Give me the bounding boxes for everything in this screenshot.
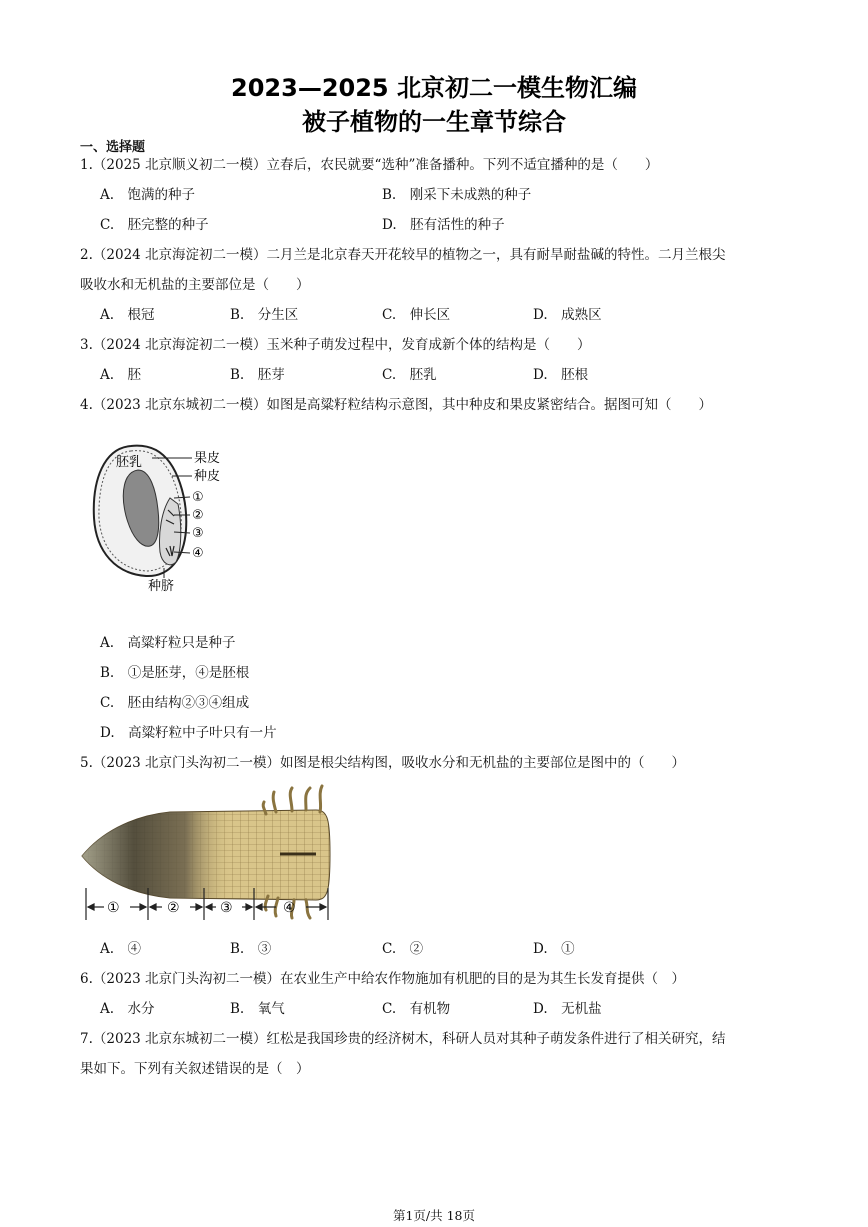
question-5-option-b: B. ③ xyxy=(230,941,272,957)
sorghum-grain-figure xyxy=(86,440,236,595)
zone-label-1: ① xyxy=(107,900,120,916)
zone-label-4: ④ xyxy=(283,900,296,916)
label-2: ② xyxy=(192,508,204,523)
page-footer: 第1页/共 18页 xyxy=(392,1208,476,1223)
question-1-option-b: B. 刚采下未成熟的种子 xyxy=(382,187,532,203)
question-text: （2023 北京东城初二一模）红松是我国珍贵的经济树木，科研人员对其种子萌发条件进行了相关研究，结 xyxy=(92,1031,726,1047)
question-3-option-d: D. 胚根 xyxy=(533,367,589,383)
question-5-option-c: C. ② xyxy=(382,941,424,957)
section-heading: 一、选择题 xyxy=(80,140,146,155)
question-3-option-a: A. 胚 xyxy=(100,367,142,383)
question-5-option-a: A. ④ xyxy=(100,941,142,957)
question-2-option-a: A. 根冠 xyxy=(100,307,155,323)
zone-label-3: ③ xyxy=(220,900,233,916)
zone-label-2: ② xyxy=(167,900,180,916)
question-4-option-a: A. 高粱籽粒只是种子 xyxy=(100,635,236,651)
question-4-stem xyxy=(80,396,712,414)
question-text: （2024 北京海淀初二一模）玉米种子萌发过程中，发育成新个体的结构是（ ） xyxy=(92,337,591,353)
label-endosperm: 胚乳 xyxy=(116,455,143,470)
question-number: 4. xyxy=(80,397,93,413)
question-number: 1. xyxy=(80,157,93,173)
root-tip-figure xyxy=(80,784,332,922)
question-5-stem xyxy=(80,754,685,772)
question-2-option-c: C. 伸长区 xyxy=(382,307,451,323)
question-4-option-d: D. 高粱籽粒中子叶只有一片 xyxy=(100,725,277,741)
label-3: ③ xyxy=(192,526,204,541)
question-text: （2023 北京门头沟初二一模）在农业生产中给农作物施加有机肥的目的是为其生长发育提供（ ） xyxy=(92,971,686,987)
label-hilum: 种脐 xyxy=(148,579,175,594)
question-text: （2024 北京海淀初二一模）二月兰是北京春天开花较早的植物之一，具有耐旱耐盐碱的特性。二月兰根尖 xyxy=(92,247,726,263)
question-5-option-d: D. ① xyxy=(533,941,575,957)
question-number: 5. xyxy=(80,755,93,771)
question-6-option-c: C. 有机物 xyxy=(382,1001,451,1017)
document-title: 2023—2025 北京初二一模生物汇编 xyxy=(231,74,637,102)
question-1-stem xyxy=(80,156,658,174)
question-4-option-c: C. 胚由结构②③④组成 xyxy=(100,695,250,711)
question-number: 7. xyxy=(80,1031,93,1047)
question-text: （2023 北京东城初二一模）如图是高粱籽粒结构示意图，其中种皮和果皮紧密结合。据图可知（ ） xyxy=(92,397,713,413)
question-number: 6. xyxy=(80,971,93,987)
root-cap-meristem xyxy=(82,812,230,898)
question-text: （2023 北京门头沟初二一模）如图是根尖结构图，吸收水分和无机盐的主要部位是图中的（ ） xyxy=(92,755,686,771)
question-2-stem-line2: 吸收水和无机盐的主要部位是（ ） xyxy=(80,277,310,293)
question-2-stem-line1 xyxy=(80,246,726,264)
question-text: （2025 北京顺义初二一模）立春后，农民就要“选种”准备播种。下列不适宜播种的是（ ） xyxy=(92,157,659,173)
question-7-stem-line2: 果如下。下列有关叙述错误的是（ ） xyxy=(80,1061,310,1077)
question-6-option-b: B. 氧气 xyxy=(230,1001,285,1017)
question-1-option-d: D. 胚有活性的种子 xyxy=(382,217,505,233)
question-6-option-d: D. 无机盐 xyxy=(533,1001,602,1017)
question-3-option-c: C. 胚乳 xyxy=(382,367,437,383)
question-1-option-a: A. 饱满的种子 xyxy=(100,187,196,203)
label-seed-coat: 种皮 xyxy=(194,469,221,484)
question-2-option-d: D. 成熟区 xyxy=(533,307,602,323)
label-4: ④ xyxy=(192,546,204,561)
question-6-option-a: A. 水分 xyxy=(100,1001,155,1017)
question-1-option-c: C. 胚完整的种子 xyxy=(100,217,209,233)
label-1: ① xyxy=(192,490,204,505)
question-2-option-b: B. 分生区 xyxy=(230,307,299,323)
question-number: 3. xyxy=(80,337,93,353)
label-pericarp: 果皮 xyxy=(194,451,221,466)
question-4-option-b: B. ①是胚芽，④是胚根 xyxy=(100,665,250,681)
question-6-stem xyxy=(80,970,685,988)
question-3-option-b: B. 胚芽 xyxy=(230,367,285,383)
question-7-stem-line1 xyxy=(80,1030,726,1048)
document-subtitle: 被子植物的一生章节综合 xyxy=(302,108,566,136)
question-3-stem xyxy=(80,336,591,354)
question-number: 2. xyxy=(80,247,93,263)
